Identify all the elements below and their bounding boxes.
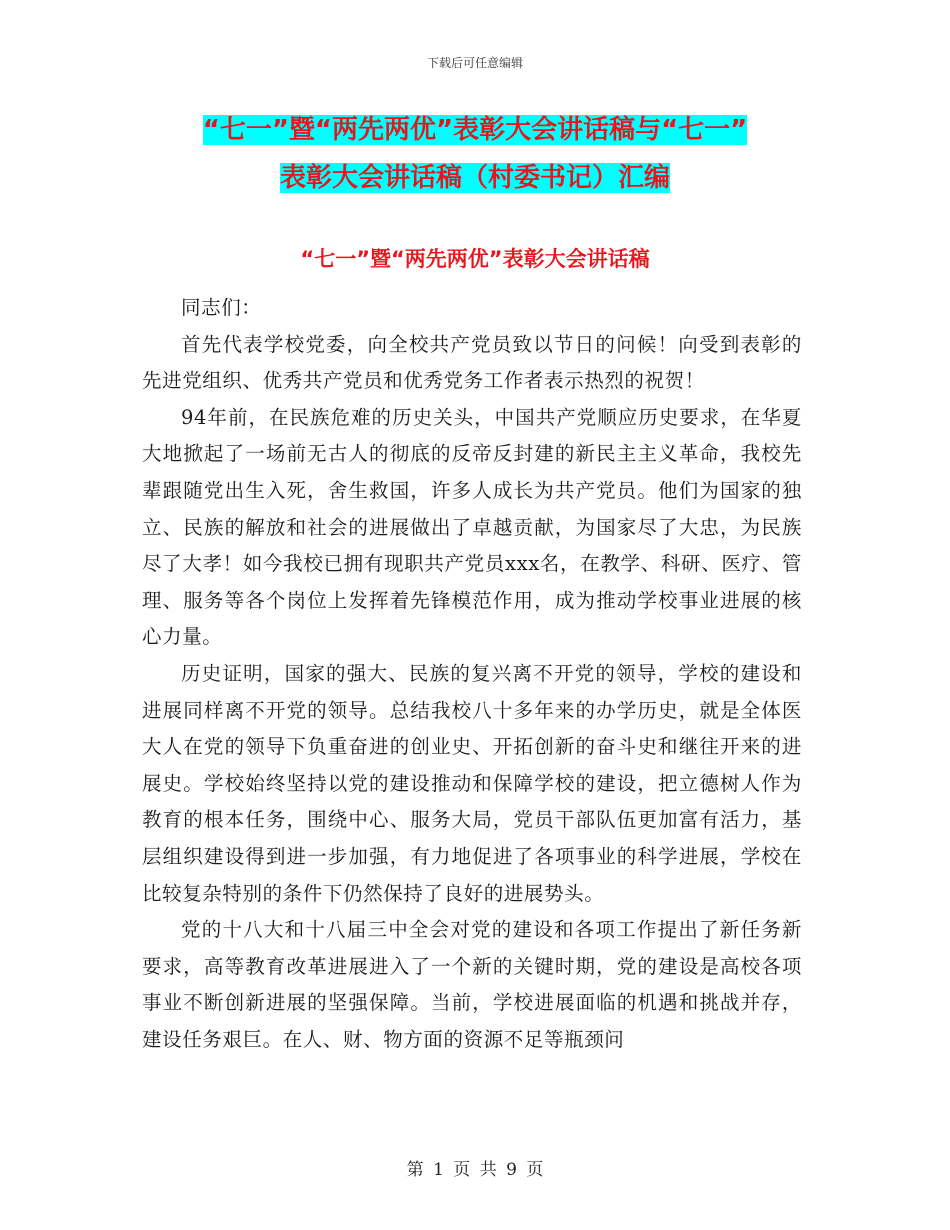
paragraph: 历史证明，国家的强大、民族的复兴离不开党的领导，学校的建设和进展同样离不开党的领导。总结我校八十多年来的办学历史，就是全体医大人在党的领导下负重奋进的创业史、开拓创新的奋斗史和继往开来的进展史。学校始终坚持以党的建设推动和保障学校的建设，把立德树人作为教育的根本任务，围绕中心、服务大局，党员干部队伍更加富有活力，基层组织建设得到进一步加强，有力地促进了各项事业的科学进展，学校在比较复杂特别的条件下仍然保持了良好的进展势头。 [142, 661, 802, 905]
body-text [142, 290, 802, 1058]
paragraph: 94年前，在民族危难的历史关头，中国共产党顺应历史要求，在华夏大地掀起了一场前无古人的彻底的反帝反封建的新民主主义革命，我校先辈跟随党出生入死，舍生救国，许多人成长为共产党员。他们为国家的独立、民族的解放和社会的进展做出了卓越贡献，为国家尽了大忠，为民族尽了大孝！如今我校已拥有现职共产党员xxx名，在教学、科研、医疗、管理、服务等各个岗位上发挥着先锋模范作用，成为推动学校事业进展的核心力量。 [142, 405, 802, 649]
page-number: 第 1 页 共 9 页 [406, 1160, 544, 1180]
paragraph: 首先代表学校党委，向全校共产党员致以节日的问候！向受到表彰的先进党组织、优秀共产党员和优秀党务工作者表示热烈的祝贺！ [142, 332, 802, 393]
header-note: 下载后可任意编辑 [426, 56, 523, 70]
title-line-2: 表彰大会讲话稿（村委书记）汇编 [279, 163, 670, 193]
paragraph: 党的十八大和十八届三中全会对党的建设和各项工作提出了新任务新要求，高等教育改革进展进入了一个新的关键时期，党的建设是高校各项事业不断创新进展的坚强保障。当前，学校进展面临的机遇和挑战并存，建设任务艰巨。在人、财、物方面的资源不足等瓶颈问 [142, 918, 802, 1051]
title-line-1: “七一”暨“两先两优”表彰大会讲话稿与“七一” [202, 115, 748, 145]
paragraph-greeting: 同志们： [181, 296, 262, 319]
section-subtitle: “七一”暨“两先两优”表彰大会讲话稿 [300, 247, 650, 271]
document-title [140, 106, 810, 202]
